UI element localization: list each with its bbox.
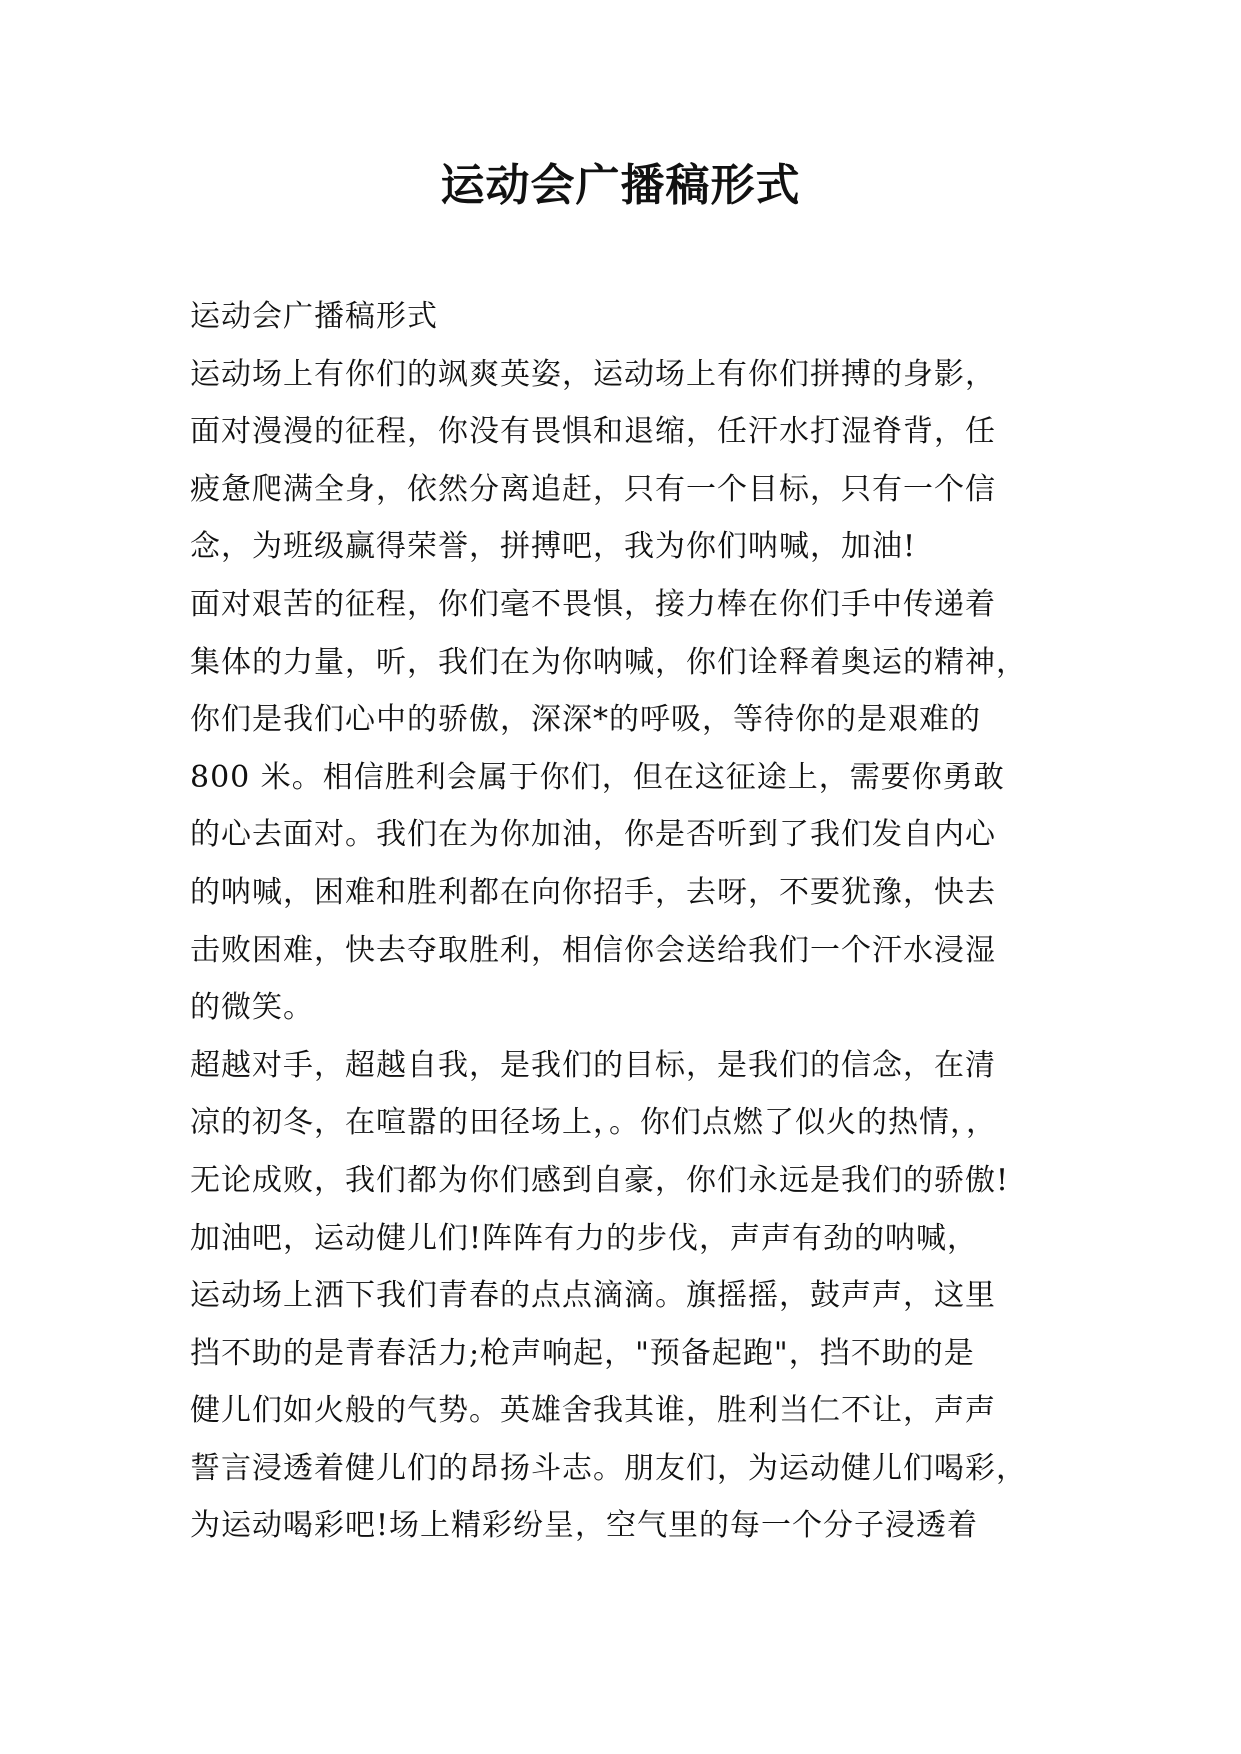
body-line: 运动场上洒下我们青春的点点滴滴。旗摇摇，鼓声声，这里 [190, 1278, 996, 1314]
body-line: 的呐喊，困难和胜利都在向你招手，去呀，不要犹豫，快去 [190, 874, 996, 910]
body-line: 誓言浸透着健儿们的昂扬斗志。朋友们，为运动健儿们喝彩， [190, 1450, 1027, 1486]
body-line: 疲惫爬满全身，依然分离追赶，只有一个目标，只有一个信 [190, 471, 996, 507]
document-title: 运动会广播稿形式 [440, 160, 801, 211]
document-body [190, 288, 1060, 1555]
body-line: 运动场上有你们的飒爽英姿，运动场上有你们拼搏的身影， [190, 356, 996, 392]
body-line: 健儿们如火般的气势。英雄舍我其谁，胜利当仁不让，声声 [190, 1393, 996, 1429]
body-line: 超越对手，超越自我，是我们的目标，是我们的信念，在清 [190, 1047, 996, 1083]
body-line: 面对漫漫的征程，你没有畏惧和退缩，任汗水打湿脊背，任 [190, 414, 996, 450]
body-line: 为运动喝彩吧!场上精彩纷呈，空气里的每一个分子浸透着 [190, 1508, 979, 1544]
body-line: 800 米。相信胜利会属于你们，但在这征途上，需要你勇敢 [190, 759, 1005, 795]
body-line: 凉的初冬，在喧嚣的田径场上，。你们点燃了似火的热情，， [190, 1105, 997, 1141]
body-line: 的心去面对。我们在为你加油，你是否听到了我们发自内心 [190, 817, 996, 853]
body-line: 无论成败，我们都为你们感到自豪，你们永远是我们的骄傲! [190, 1162, 1010, 1198]
body-line: 击败困难，快去夺取胜利，相信你会送给我们一个汗水浸湿 [190, 932, 996, 968]
body-line: 你们是我们心中的骄傲，深深*的呼吸，等待你的是艰难的 [190, 702, 981, 738]
body-line: 的微笑。 [190, 990, 314, 1026]
body-line: 运动会广播稿形式 [190, 299, 438, 334]
body-line: 集体的力量，听，我们在为你呐喊，你们诠释着奥运的精神， [190, 644, 1027, 680]
body-line: 加油吧，运动健儿们!阵阵有力的步伐，声声有劲的呐喊， [190, 1220, 979, 1256]
body-line: 挡不助的是青春活力;枪声响起，"预备起跑"，挡不助的是 [190, 1335, 975, 1371]
body-line: 面对艰苦的征程，你们毫不畏惧，接力棒在你们手中传递着 [190, 586, 996, 622]
body-line: 念，为班级赢得荣誉，拼搏吧，我为你们呐喊，加油! [190, 529, 917, 565]
